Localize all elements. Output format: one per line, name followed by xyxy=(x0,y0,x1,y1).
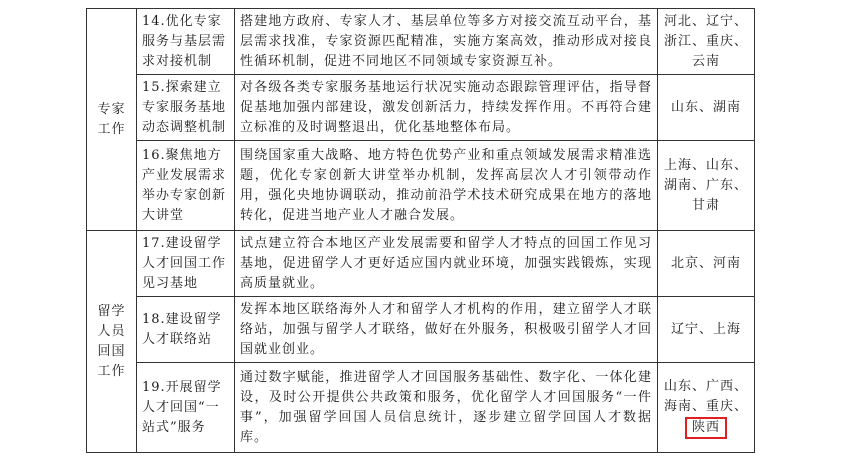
detail-cell: 对各级各类专家服务基地运行状况实施动态跟踪管理评估，指导督促基地加强内部建设，激发创新活力，持续发挥作用。不再符合建立标准的及时调整退出，优化基地整体布局。 xyxy=(235,75,658,141)
category-expert-work: 专家工作 xyxy=(87,9,137,231)
highlighted-region-box: 陕西 xyxy=(685,417,727,439)
measure-cell: 19.开展留学人才回国“一站式”服务 xyxy=(137,363,235,453)
table-row xyxy=(87,75,755,141)
measure-cell: 17.建设留学人才回国工作见习基地 xyxy=(137,231,235,297)
regions-text: 山东、广西、海南、重庆、 xyxy=(663,378,748,414)
category-returnee-work: 留学人员回国工作 xyxy=(87,231,137,453)
measure-cell: 16.聚焦地方产业发展需求举办专家创新大讲堂 xyxy=(137,141,235,231)
measure-cell: 15.探索建立专家服务基地动态调整机制 xyxy=(137,75,235,141)
policy-table xyxy=(86,8,755,453)
regions-cell: 上海、山东、湖南、广东、甘肃 xyxy=(658,141,755,231)
regions-cell: 河北、辽宁、浙江、重庆、云南 xyxy=(658,9,755,75)
detail-cell: 围绕国家重大战略、地方特色优势产业和重点领域发展需求精准选题，优化专家创新大讲堂举办机制，发挥高层次人才引领带动作用，强化央地协调联动，推动前沿学术技术研究成果在地方的落地转化，促进当地产业人才融合发展。 xyxy=(235,141,658,231)
regions-cell: 辽宁、上海 xyxy=(658,297,755,363)
detail-cell: 发挥本地区联络海外人才和留学人才机构的作用，建立留学人才联络站，加强与留学人才联络，做好在外服务，积极吸引留学人才回国就业创业。 xyxy=(235,297,658,363)
regions-cell xyxy=(658,363,755,453)
detail-cell: 搭建地方政府、专家人才、基层单位等多方对接交流互动平台，基层需求找准，专家资源匹配精准，实施方案高效，推动形成对接良性循环机制，促进不同地区不同领域专家资源互补。 xyxy=(235,9,658,75)
table-row xyxy=(87,9,755,75)
table-row xyxy=(87,297,755,363)
regions-cell: 山东、湖南 xyxy=(658,75,755,141)
regions-cell: 北京、河南 xyxy=(658,231,755,297)
detail-cell: 通过数字赋能，推进留学人才回国服务基础性、数字化、一体化建设，及时公开提供公共政策和服务，优化留学人才回国服务“一件事”，加强留学回国人员信息统计，逐步建立留学回国人才数据库。 xyxy=(235,363,658,453)
table-row xyxy=(87,141,755,231)
measure-cell: 18.建设留学人才联络站 xyxy=(137,297,235,363)
measure-cell: 14.优化专家服务与基层需求对接机制 xyxy=(137,9,235,75)
table-row xyxy=(87,231,755,297)
detail-cell: 试点建立符合本地区产业发展需要和留学人才特点的回国工作见习基地，促进留学人才更好适应国内就业环境，加强实践锻炼，实现高质量就业。 xyxy=(235,231,658,297)
table-row xyxy=(87,363,755,453)
